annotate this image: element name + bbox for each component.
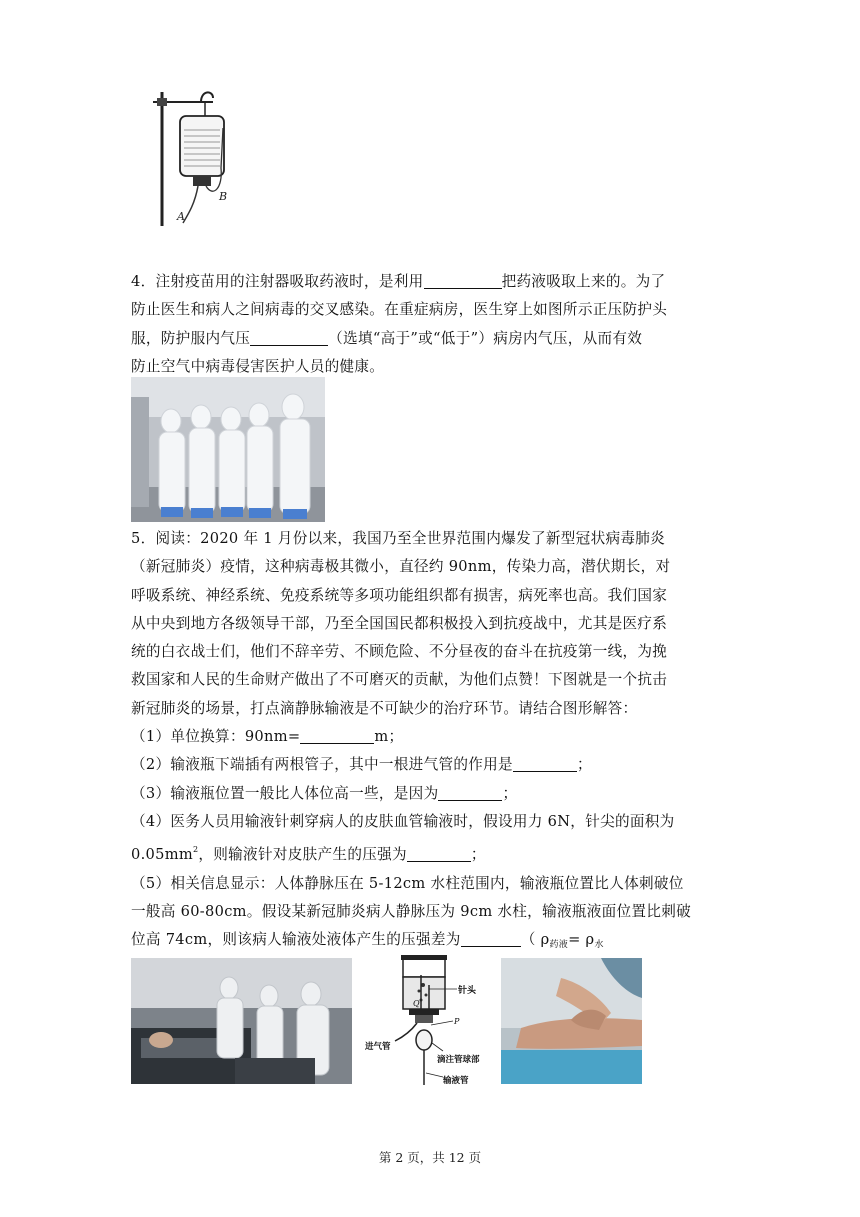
q5-line-7: 新冠肺炎的场景，打点滴静脉输液是不可缺少的治疗环节。请结合图形解答： (131, 699, 638, 717)
q5-line-6: 救国家和人民的生命财产做出了不可磨灭的贡献，为他们点赞！下图就是一个抗击 (131, 671, 668, 689)
q5-sub-5-line-1: （5）相关信息显示：人体静脉压在 5-12cm 水柱范围内，输液瓶位置比人体刺破位 (131, 874, 684, 892)
q5-line-5: 统的白衣战士们，他们不辞辛劳、不顾危险、不分昼夜的奋斗在抗疫第一线，为挽 (131, 643, 668, 661)
q5-sub-1: （1）单位换算：90nm= m； (131, 723, 731, 751)
q5-sub-5-line-3: 位高 74cm，则该病人输液处液体产生的压强差为 （ $\rho_{药液}= \rho_水$ (131, 926, 731, 959)
label-b: B (219, 190, 228, 203)
medical-staff-photo (131, 377, 325, 522)
question-5 (131, 525, 731, 993)
drip-bulb-label: 滴注管球部 (437, 1055, 480, 1065)
q4-line-1: 4．注射疫苗用的注射器吸取药液时，是利用 把药液吸取上来的。为了 (131, 268, 731, 296)
hands-photo (501, 958, 642, 1084)
infusion-tube-label: 输液管 (443, 1076, 469, 1086)
answer-blank-4[interactable] (513, 753, 577, 772)
answer-blank-6[interactable] (407, 843, 471, 862)
q4-line-3: 服，防护服内气压 （选填“高于”或“低于”）病房内气压，从而有效 (131, 325, 731, 353)
q5-line-4: 从中央到地方各级领导干部，乃至全国国民都积极投入到抗疫战中，尤其是医疗系 (131, 614, 668, 632)
q5-sub-4-line-1: （4）医务人员用输液针刺穿病人的皮肤血管输液时，假设用力 6N，针尖的面积为 (131, 812, 675, 830)
infusion-bottle-diagram (365, 945, 490, 1095)
answer-blank-5[interactable] (438, 782, 502, 801)
q-label: Q (413, 999, 420, 1008)
question-4 (131, 268, 731, 381)
q5-line-3: 呼吸系统、神经系统、免疫系统等多项功能组织都有损害，病死率也高。我们国家 (131, 586, 668, 604)
iv-stand-illustration (143, 88, 243, 228)
q5-sub-5-line-2: 一般高 60-80cm。假设某新冠肺炎病人静脉压为 9cm 水柱，输液瓶液面位置比刺破 (131, 902, 692, 920)
q5-sub-2: （2）输液瓶下端插有两根管子，其中一根进气管的作用是 ； (131, 751, 731, 779)
answer-blank-2[interactable] (250, 327, 328, 346)
page-footer: 第 2 页，共 12 页 (378, 1150, 482, 1165)
ward-photo (131, 958, 352, 1084)
q5-sub-4-line-2: $0.05mm^2$，则输液针对皮肤产生的压强为 ； (131, 845, 486, 864)
q4-line-4: 防止空气中病毒侵害医护人员的健康。 (131, 357, 385, 375)
q5-line-1: 5．阅读：2020 年 1 月份以来，我国乃至全世界范围内爆发了新型冠状病毒肺炎 (131, 530, 666, 547)
q5-sub-3: （3）输液瓶位置一般比人体位高一些，是因为 ； (131, 780, 731, 808)
answer-blank-3[interactable] (300, 725, 374, 744)
q5-line-2: （新冠肺炎）疫情，这种病毒极其微小，直径约 90nm，传染力高，潜伏期长，对 (131, 558, 671, 576)
q4-line-2: 防止医生和病人之间病毒的交叉感染。在重症病房，医生穿上如图所示正压防护头 (131, 301, 668, 319)
label-a: A (177, 210, 185, 223)
needle-label: 针头 (458, 986, 477, 996)
p-label: P (454, 1017, 460, 1026)
iv-diagram (365, 945, 490, 1095)
answer-blank-1[interactable] (424, 270, 502, 289)
air-tube-label: 进气管 (365, 1042, 391, 1052)
iv-stand-figure (143, 88, 243, 228)
